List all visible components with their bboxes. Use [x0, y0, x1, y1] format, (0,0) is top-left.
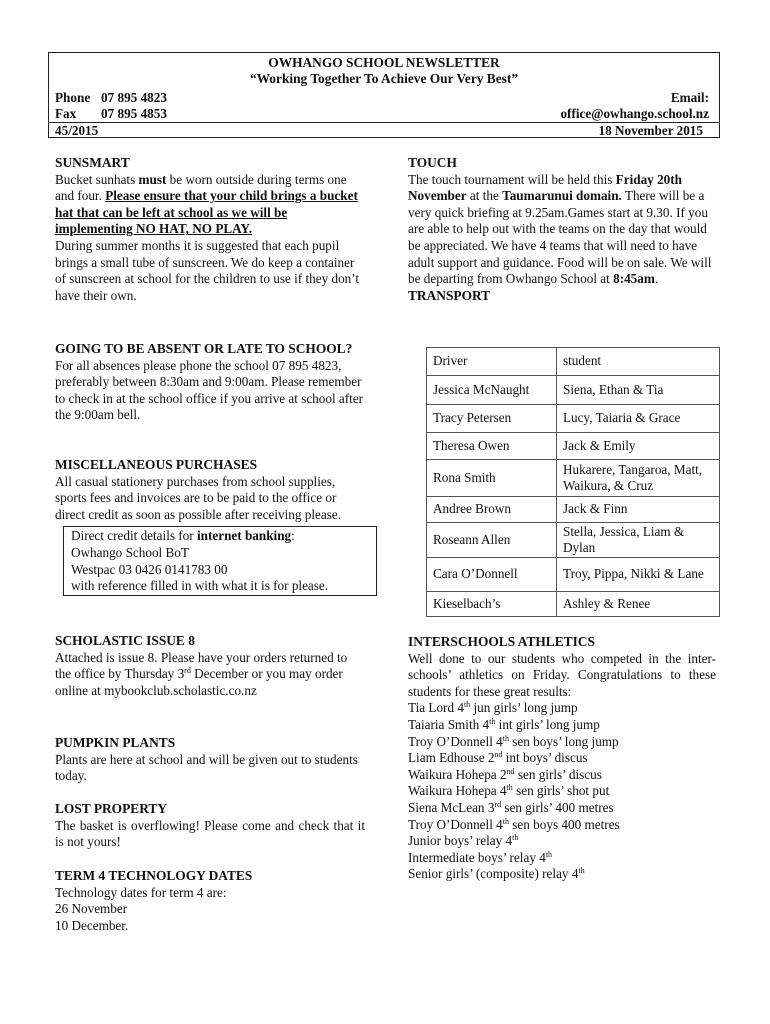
column-header-driver: Driver [427, 348, 557, 376]
list-item: Taiaria Smith 4th int girls’ long jump [408, 716, 600, 732]
list-item: Siena McLean 3rd sen girls’ 400 metres [408, 799, 614, 815]
list-item: Troy O’Donnell 4th sen boys’ long jump [408, 733, 619, 749]
misc-purchases-heading: MISCELLANEOUS PURCHASES [55, 457, 258, 472]
list-item: Troy O’Donnell 4th sen boys 400 metres [408, 816, 620, 832]
sunsmart-section [55, 155, 365, 304]
list-item: Tia Lord 4th jun girls’ long jump [408, 700, 578, 716]
driver-cell: Kieselbach’s [427, 592, 557, 617]
fax-label: Fax [55, 106, 77, 121]
transport-table [426, 347, 720, 617]
driver-cell: Cara O’Donnell [427, 558, 557, 592]
students-cell: Troy, Pippa, Nikki & Lane [557, 558, 720, 592]
technology-dates-section [55, 868, 365, 934]
table-row [427, 592, 720, 617]
athletics-section [408, 634, 716, 883]
list-item: Intermediate boys’ relay 4th [408, 849, 553, 865]
technology-dates-intro: Technology dates for term 4 are: [55, 884, 227, 900]
students-cell: Stella, Jessica, Liam & Dylan [557, 523, 720, 558]
newsletter-title: OWHANGO SCHOOL NEWSLETTER [268, 55, 500, 70]
absence-body: For all absences please phone the school 07 895 4823, preferably between 8:30am and 9:00am. Please remember to check in at the school office if you arrive at school after the 9:00am bell. [55, 357, 364, 423]
scholastic-body: Attached is issue 8. Please have your orders returned to the office by Thursday 3rd December or you may order online at mybookclub.scholastic.co.nz [55, 649, 348, 698]
students-cell: Jack & Finn [557, 497, 720, 523]
driver-cell: Jessica McNaught [427, 376, 557, 405]
table-row [427, 433, 720, 460]
list-item: Junior boys’ relay 4th [408, 833, 519, 849]
technology-dates-heading: TERM 4 TECHNOLOGY DATES [55, 868, 253, 883]
phone-number: 07 895 4823 [101, 90, 167, 105]
students-cell: Siena, Ethan & Tia [557, 376, 720, 405]
driver-cell: Roseann Allen [427, 523, 557, 558]
table-row [427, 558, 720, 592]
students-cell: Jack & Emily [557, 433, 720, 460]
list-item: Waikura Hohepa 4th sen girls’ shot put [408, 783, 610, 799]
table-row [427, 376, 720, 405]
table-header-row [427, 348, 720, 376]
bank-account-name: Owhango School BoT [71, 544, 189, 560]
driver-cell: Rona Smith [427, 460, 557, 497]
pumpkin-section [55, 735, 365, 785]
students-cell: Hukarere, Tangaroa, Matt, Waikura, & Cruz [557, 460, 720, 497]
scholastic-heading: SCHOLASTIC ISSUE 8 [55, 633, 195, 648]
technology-date-1: 26 November [55, 901, 128, 917]
pumpkin-body: Plants are here at school and will be given out to students today. [55, 751, 358, 784]
list-item: Liam Edhouse 2nd int boys’ discus [408, 750, 588, 766]
misc-purchases-body: All casual stationery purchases from school supplies, sports fees and invoices are to be paid to the office or direct credit as soon as possible after receiving please. [55, 473, 341, 522]
email-label: Email: [670, 90, 709, 105]
misc-purchases-section [55, 457, 365, 596]
bank-account-number: Westpac 03 0426 0141783 00 [71, 561, 228, 577]
list-item: Waikura Hohepa 2nd sen girls’ discus [408, 766, 602, 782]
column-header-student: student [557, 348, 720, 376]
athletics-intro: Well done to our students who competed in the inter-schools’ athletics on Friday. Congratulations to these students for these great results: [408, 650, 716, 699]
table-row [427, 523, 720, 558]
sunsmart-paragraph-1: Bucket sunhats must be worn outside during terms one and four. Please ensure that your child brings a bucket hat that can be left at school as we will be implementing NO HAT, NO PLAY. [55, 171, 358, 237]
technology-date-2: 10 December. [55, 917, 129, 933]
list-item: Senior girls’ (composite) relay 4th [408, 866, 585, 882]
athletics-heading: INTERSCHOOLS ATHLETICS [408, 634, 595, 649]
athletics-results-list [408, 700, 716, 883]
table-row [427, 405, 720, 433]
phone-label: Phone [55, 90, 91, 105]
bank-details-box [63, 526, 377, 595]
touch-heading: TOUCH [408, 155, 457, 170]
table-row [427, 460, 720, 497]
absence-heading: GOING TO BE ABSENT OR LATE TO SCHOOL? [55, 341, 353, 356]
issue-date: 18 November 2015 [598, 123, 703, 138]
absence-section [55, 341, 365, 424]
driver-cell: Tracy Petersen [427, 405, 557, 433]
lost-property-section [55, 801, 365, 851]
touch-section [408, 155, 716, 304]
students-cell: Ashley & Renee [557, 592, 720, 617]
scholastic-section [55, 633, 365, 699]
bank-reference-note: with reference filled in with what it is for please. [71, 578, 329, 594]
newsletter-motto: “Working Together To Achieve Our Very Best” [249, 71, 519, 86]
transport-heading: TRANSPORT [408, 287, 491, 303]
sunsmart-heading: SUNSMART [55, 155, 130, 170]
students-cell: Lucy, Taiaria & Grace [557, 405, 720, 433]
contact-email [560, 90, 709, 122]
touch-body: The touch tournament will be held this Friday 20th November at the Taumarunui domain. There will be a very quick briefing at 9.25am.Games start at 9.30. If you are able to help out with the teams on the day that would be appreciated. We have 4 teams that will need to have adult support and guidance. Food will be on sale. We will be departing from Owhango School at 8:45am. [408, 171, 712, 287]
email-address[interactable]: office@owhango.school.nz [560, 106, 709, 121]
contact-phone-fax [55, 90, 167, 122]
pumpkin-heading: PUMPKIN PLANTS [55, 735, 176, 750]
table-row [427, 497, 720, 523]
newsletter-header [48, 52, 720, 138]
fax-number: 07 895 4853 [101, 106, 167, 121]
lost-property-heading: LOST PROPERTY [55, 801, 168, 816]
issue-number: 45/2015 [55, 123, 99, 138]
sunsmart-paragraph-2: During summer months it is suggested that each pupil brings a small tube of sunscreen. We do keep a container of sunscreen at school for the children to use if they don’t have their own. [55, 237, 360, 303]
driver-cell: Theresa Owen [427, 433, 557, 460]
driver-cell: Andree Brown [427, 497, 557, 523]
bank-details-line-1: Direct credit details for internet banking: [71, 528, 295, 544]
lost-property-body: The basket is overflowing! Please come and check that it is not yours! [55, 817, 365, 850]
